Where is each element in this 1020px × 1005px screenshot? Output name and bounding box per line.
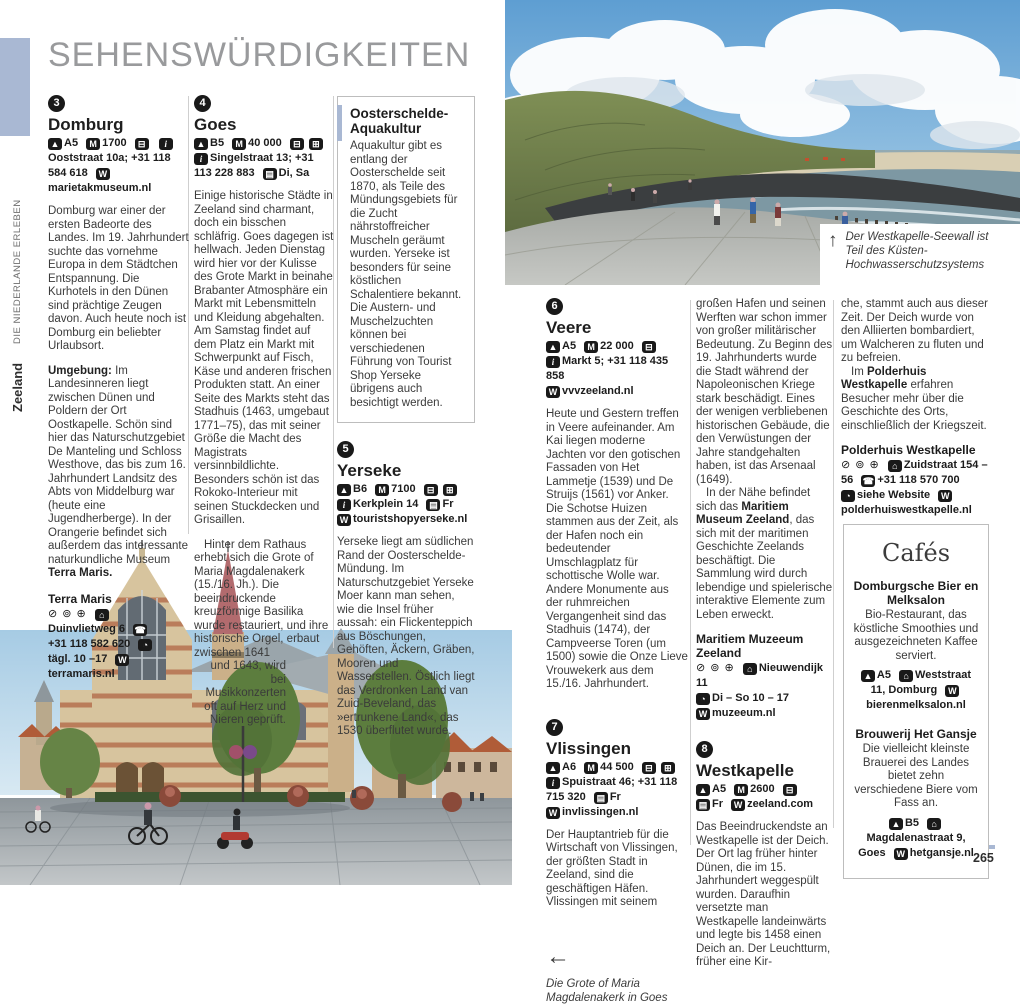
website-icon: W xyxy=(546,386,560,398)
population-icon: M xyxy=(232,138,246,150)
entry-info-line: ▲ A6 M 44 500 ⊟ ⊞ i Spuistraat 46; +31 118 715 320 ▤ Fr W invlissingen.nl xyxy=(546,760,678,818)
website-icon: W xyxy=(115,654,129,666)
train-icon: ⊞ xyxy=(309,138,323,150)
cafes-title: Cafés xyxy=(881,539,951,567)
tourist-info-icon: i xyxy=(337,499,351,511)
column-six xyxy=(841,298,989,518)
entry-body-continued: che, stammt auch aus dieser Zeit. Der Deich wurde von den Alliierten bombardiert, um Walcheren zu fluten und zu befreien. Im Polderhuis Westkapelle erfahren Besucher mehr über die Geschichte des Orts, einschließlich der Kriegszeit. xyxy=(841,298,989,432)
column-three xyxy=(337,96,475,750)
bus-icon: ⊟ xyxy=(424,484,438,496)
entry-title: Westkapelle xyxy=(696,761,794,780)
map-reference-icon: ▲ xyxy=(194,138,208,150)
sub-listing-title: Terra Maris xyxy=(48,591,112,606)
population-icon: M xyxy=(584,762,598,774)
website-icon: W xyxy=(96,168,110,180)
entry-number-badge: 7 xyxy=(546,719,563,736)
entry-info-line: ▲ A5 M 1700 ⊟ iOoststraat 10a; +31 118 584 618 Wmarietakmuseum.nl xyxy=(48,136,189,196)
sub-listing-title: Polderhuis Westkapelle xyxy=(841,443,976,457)
clock-icon: ◔ xyxy=(841,490,855,502)
entry-title: Yerseke xyxy=(337,461,402,480)
website-icon: W xyxy=(337,514,351,526)
column-divider xyxy=(690,300,691,845)
population-icon: M xyxy=(734,784,748,796)
tourist-info-icon: i xyxy=(546,777,560,789)
entry-number-badge: 4 xyxy=(194,95,211,112)
train-icon: ⊞ xyxy=(661,762,675,774)
sub-listing-info: ⊘ ⊚ ⊕ ⌂Duinvlietweg 6 ☎+31 118 582 620 ◔tägl. 10 –17 Wterramaris.nl xyxy=(48,607,160,682)
column-divider xyxy=(833,300,834,828)
cafe-description: Bio-Restaurant, das köstliche Smoothies und ausgezeichneten Kaffee serviert. xyxy=(853,609,979,662)
arrow-up-icon: ↑ xyxy=(828,230,838,251)
bus-icon: ⊟ xyxy=(290,138,304,150)
map-reference-icon: ▲ xyxy=(546,341,560,353)
website-icon: W xyxy=(894,848,908,860)
website-icon: W xyxy=(546,807,560,819)
arrow-left-icon: ← xyxy=(546,942,568,970)
website-icon: W xyxy=(696,708,710,720)
cafes-box xyxy=(843,524,989,879)
clock-icon: ◔ xyxy=(696,693,710,705)
caption-text: Der Westkapelle-Seewall ist Teil des Küsten-Hochwasserschutzsystems xyxy=(845,231,989,271)
clock-icon: ◔ xyxy=(138,639,152,651)
column-four xyxy=(546,296,688,1005)
facility-icons: ⊘ ⊚ ⊕ xyxy=(696,662,735,674)
entry-body: Heute und Gestern treffen in Veere aufeinander. Am Kai liegen moderne Jachten vor den gotischen Fassaden von Het Lammetje (1539) und De Struijs (1561) vor Anker. Die Schotse Huizen stammen aus der Zeit, als der Hafen noch ein bedeutender Umschlagplatz für schottische Wolle war. Andere Monumente aus der ruhmreichen Vergangenheit sind das Stadhuis (1474), der Campveerse Toren (um 1500) sowie die Onze Lieve Vrouwekerk aus dem 15./16. Jahrhundert. xyxy=(546,408,688,690)
entry-body-continued: großen Hafen und seinen Werften war schon immer von großer militärischer Bedeutung. Zu Beginn des 19. Jahrhunderts wurde die Stadt während der Napoleonischen Kriege stark beschädigt. Eines der wenigen verbliebenen historischen Gebäude, die den Verwüstungen der Jahre standgehalten haben, ist das Arsenaal (1649). In der Nähe befindet sich das Maritiem Museum Zeeland, das sich mit der maritimen Geschichte Zeelands beschäftigt. Die Sammlung wird durch lebendige und spielerische interaktive Elemente zum Leben erweckt. xyxy=(696,298,833,621)
train-icon: ⊞ xyxy=(443,484,457,496)
house-icon: ⌂ xyxy=(95,609,109,621)
box-title: Oosterschelde-Aquakultur xyxy=(350,106,449,136)
map-reference-icon: ▲ xyxy=(48,138,62,150)
entry-info-line: ▲ A5 M 2600 ⊟ ▤ Fr W zeeland.com xyxy=(696,782,833,812)
entry-body: Der Hauptantrieb für die Wirtschaft von Vlissingen, der größten Stadt in Zeeland, sind die geschäftigen Häfen. Vlissingen mit seinem xyxy=(546,828,678,908)
entry-body: Das Beeindruckendste an Westkapelle ist der Deich. Der Ort lag früher hinter Dünen, die im 15. Jahrhundert weggespült wurden. Daraufhin versetzte man Westkapelle landeinwärts und legte bis 1458 einen Deich an. Der Leuchtturm, früher eine Kir- xyxy=(696,821,831,968)
tourist-info-icon: i xyxy=(194,153,208,165)
market-day-icon: ▤ xyxy=(594,792,608,804)
sidebar-series-label: DIE NIEDERLANDE ERLEBEN xyxy=(12,199,23,344)
entry-title: Domburg xyxy=(48,115,124,134)
population-icon: M xyxy=(584,341,598,353)
population-icon: M xyxy=(86,138,100,150)
sub-listing-title: Maritiem Muzeeum Zeeland xyxy=(696,632,804,660)
sidebar-accent-block xyxy=(0,38,30,136)
website-icon: W xyxy=(731,799,745,811)
entry-info-line: ▲ B6 M 7100 ⊟ ⊞ i Kerkplein 14 ▤ Fr W touristshopyerseke.nl xyxy=(337,482,475,527)
website-icon: W xyxy=(938,490,952,502)
phone-icon: ☎ xyxy=(862,476,874,486)
house-icon: ⌂ xyxy=(743,663,757,675)
cafe-name: Brouwerij Het Gansje xyxy=(855,727,977,741)
population-icon: M xyxy=(375,484,389,496)
tourist-info-icon: i xyxy=(159,138,173,150)
entry-body: Domburg war einer der ersten Badeorte des Landes. Im 19. Jahrhundert suchte das vornehme Europa in dem Städtchen Entspannung. Die Kurhotels in den Dünen sind prächtige Zeugen davon. Auch heute noch ist Domburg ein beliebter Urlaubsort. Umgebung: Im Landesinneren liegt zwischen Dünen und Poldern der Ort Oostkapelle. Schön sind hier das Naturschutzgebiet De Manteling und Schloss Westhove, das bis zum 16. Jahrhundert Landsitz des Abts von Middelburg war (heute eine Jugendherberge). In der Orangerie befindet sich außerdem das interessante naturkundliche Museum Terra Maris. xyxy=(48,205,189,579)
text-wrap-around-spire: und 1643, wird bei Musikkonzerten oft auf Herz und Nieren geprüft. xyxy=(204,660,286,726)
house-icon: ⌂ xyxy=(927,818,941,830)
market-day-icon: ▤ xyxy=(696,799,710,811)
map-reference-icon: ▲ xyxy=(889,818,903,830)
entry-info-line: ▲ A5 M 22 000 ⊟ i Markt 5; +31 118 435 858 W vvvzeeland.nl xyxy=(546,340,669,397)
entry-title: Vlissingen xyxy=(546,738,632,758)
cafe-item xyxy=(853,727,979,861)
cafe-info-line: ▲ B5 ⌂Magdalenastraat 9, Goes W hetgansje.nl xyxy=(858,816,974,859)
cafe-item xyxy=(853,579,979,713)
cafe-info-line: ▲ A5 ⌂ Weststraat 11, Domburg Wbierenmelksalon.nl xyxy=(853,668,979,713)
sidebar-region-label: Zeeland xyxy=(10,362,25,412)
tourist-info-icon: i xyxy=(546,356,560,368)
cafe-name: Domburgsche Bier en Melksalon xyxy=(853,579,979,607)
entry-info-line: ▲ B5 M 40 000 ⊟ ⊞ i Singelstraat 13; +31 113 228 883 ▤ Di, Sa xyxy=(194,136,334,181)
map-reference-icon: ▲ xyxy=(861,670,875,682)
entry-title: Veere xyxy=(546,318,592,337)
aquakultur-feature-box xyxy=(337,96,475,423)
entry-body: Yerseke liegt am südlichen Rand der Oosterschelde-Mündung. Im Naturschutzgebiet Yerseke Moer kann man sehen, wie die Insel früher aussah: ein Flickenteppich aus Böschungen, Gehöften, Äckern, Gräben, Mooren und Wasserstellen. Östlich liegt das Verdronken Land van Zuid-Beveland, das »ertrunkene Land«, das 1530 überflutet wurde. xyxy=(337,536,475,737)
box-accent-bar xyxy=(337,105,342,141)
map-reference-icon: ▲ xyxy=(337,484,351,496)
page-number: 265 xyxy=(973,851,994,865)
page-title: SEHENSWÜRDIGKEITEN xyxy=(48,36,471,74)
sidebar-vertical-label xyxy=(9,142,27,412)
entry-body: Einige historische Städte in Zeeland sind charmant, doch ein bisschen schläfrig. Goes dagegen ist hellwach. Jeden Dienstag wird hier vor der Kulisse des Grote Markt in beinahe Brabanter Atmosphäre ein Markt mit Lebensmitteln und Kleidung abgehalten. Am Samstag findet auf dem Platz ein Markt mit Schwerpunkt auf Fisch, Käse und anderen frischen Produkten statt. An einer Seite des Markts steht das Stadhuis (1463, umgebaut 1771–75), das mit seiner Größe die Macht des Magistrats versinnbildlichte. Besonders schön ist das Rokoko-Interieur mit seinen Stuckdecken und Grisaillen. Hinter dem Rathaus erhebt sich die Grote of Maria Magdalenakerk (15./16. Jh.). Die beeindruckende kreuzförmige Basilika wurde restauriert, und ihre historische Orgel, erbaut zwischen 1641 und 1643, wird bei Musikkonzerten oft auf Herz und Nieren geprüft. xyxy=(194,190,334,726)
map-reference-icon: ▲ xyxy=(696,784,710,796)
website-icon: W xyxy=(945,685,959,697)
house-icon: ⌂ xyxy=(899,670,913,682)
bus-icon: ⊟ xyxy=(642,341,656,353)
facility-icons: ⊘ ⊚ ⊕ xyxy=(48,607,87,620)
entry-number-badge: 6 xyxy=(546,298,563,315)
sub-listing-info: ⊘ ⊚ ⊕ ⌂ Zuidstraat 154 – 56 ☎ +31 118 570 700 ◔ siehe Website Wpolderhuiswestkapelle.nl xyxy=(841,459,988,516)
cafe-description: Die vielleicht kleinste Brauerei des Landes bietet zehn verschiedene Biere vom Fass an. xyxy=(854,743,978,809)
house-icon: ⌂ xyxy=(888,460,902,472)
map-reference-icon: ▲ xyxy=(546,762,560,774)
market-day-icon: ▤ xyxy=(263,168,277,180)
bus-icon: ⊟ xyxy=(135,138,149,150)
facility-icons: ⊘ ⊚ ⊕ xyxy=(841,459,880,471)
photo-caption-church: Die Grote of Maria Magdalenakerk in Goes xyxy=(546,977,668,1004)
column-five xyxy=(696,298,833,981)
bus-icon: ⊟ xyxy=(642,762,656,774)
sub-listing-info: ⊘ ⊚ ⊕ ⌂ Nieuwendijk 11 ◔ Di – So 10 – 17 W muzeeum.nl xyxy=(696,662,824,719)
phone-icon: ☎ xyxy=(134,624,146,635)
entry-number-badge: 3 xyxy=(48,95,65,112)
box-text: Aquakultur gibt es entlang der Oosterschelde seit 1870, als Teile des Mündungsgebiets für die Zucht nährstoffreicher Muscheln geräumt wurden. Yerseke ist besonders für seine köstlichen Schalentiere bekannt. Die Austern- und Muschelzuchten können bei verschiedenen Führung von Tourist Shop Yerseke übrigens auch besichtigt werden. xyxy=(350,140,462,409)
photo-caption-seawall xyxy=(820,224,1020,285)
entry-number-badge: 5 xyxy=(337,441,354,458)
umgebung-label: Umgebung: xyxy=(48,364,112,377)
entry-domburg xyxy=(48,93,189,682)
entry-goes xyxy=(194,93,334,739)
entry-title: Goes xyxy=(194,115,237,134)
market-day-icon: ▤ xyxy=(426,499,440,511)
entry-number-badge: 8 xyxy=(696,741,713,758)
bus-icon: ⊟ xyxy=(783,784,797,796)
